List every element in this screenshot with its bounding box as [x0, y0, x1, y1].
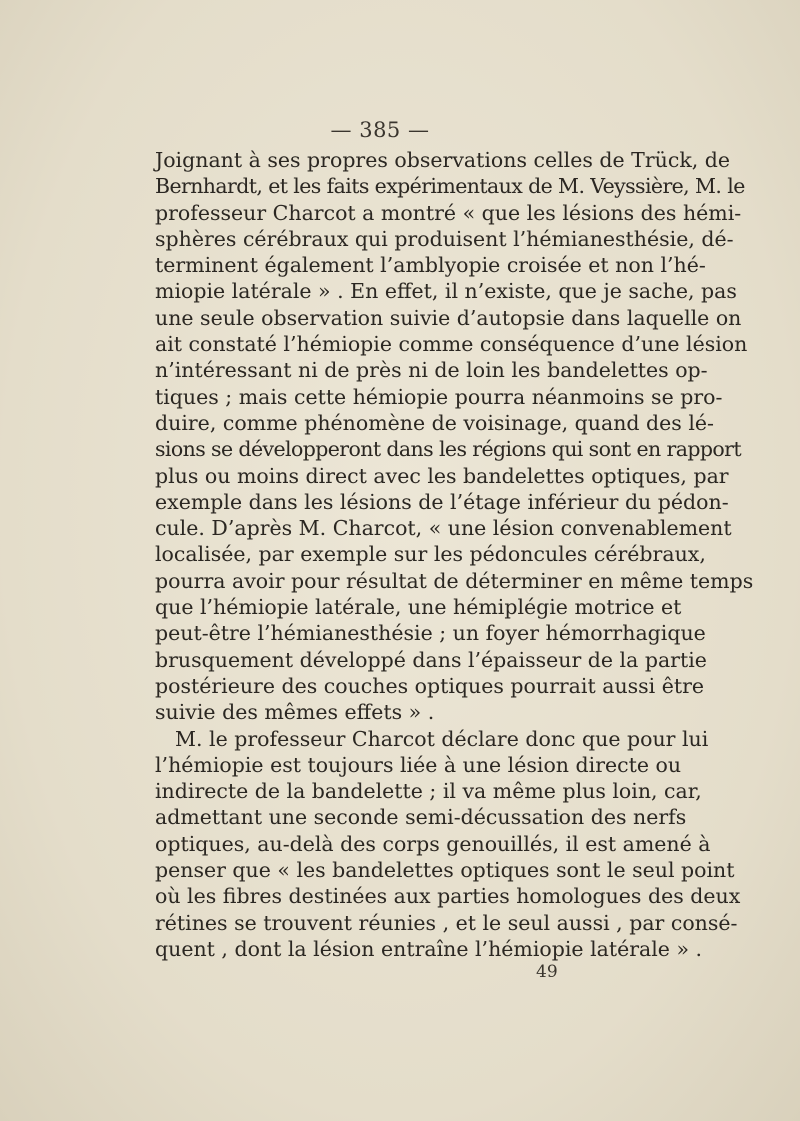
text-line: duire, comme phénomène de voisinage, quand des lé- — [155, 410, 714, 435]
text-line: penser que « les bandelettes optiques sont le seul point — [155, 858, 735, 883]
text-line: pourra avoir pour résultat de déterminer en même temps — [155, 568, 754, 593]
text-line: l’hémiopie est toujours liée à une lésion directe ou — [155, 752, 682, 777]
text-line: admettant une seconde semi-décussation des nerfs — [155, 805, 687, 830]
text-line: Joignant à ses propres observations celles de Trück, de — [155, 148, 731, 172]
page-number: — 385 — — [330, 118, 430, 142]
text-line: M. le professeur Charcot déclare donc que pour lui — [175, 726, 709, 751]
text-line: brusquement développé dans l’épaisseur de la partie — [155, 647, 707, 672]
printer-signature-mark: 49 — [536, 962, 558, 982]
text-line: peut-être l’hémianesthésie ; un foyer hémorrhagique — [155, 621, 706, 646]
text-line: où les fibres destinées aux parties homologues des deux — [155, 884, 741, 909]
body-text — [155, 147, 754, 962]
text-line: miopie latérale » . En effet, il n’existe, que je sache, pas — [155, 279, 737, 304]
text-line: indirecte de la bandelette ; il va même plus loin, car, — [155, 779, 702, 804]
text-line: n’intéressant ni de près ni de loin les bandelettes op- — [155, 358, 708, 383]
text-line: que l’hémiopie latérale, une hémiplégie motrice et — [155, 595, 682, 620]
text-line: suivie des mêmes effets » . — [155, 700, 435, 725]
text-line: localisée, par exemple sur les pédoncules cérébraux, — [155, 542, 706, 567]
text-line: postérieure des couches optiques pourrait aussi être — [155, 673, 705, 698]
text-line: exemple dans les lésions de l’étage inférieur du pédon- — [155, 489, 729, 514]
text-line: rétines se trouvent réunies , et le seul aussi , par consé- — [155, 910, 738, 935]
text-line: terminent également l’amblyopie croisée et non l’hé- — [155, 253, 706, 278]
text-line: ait constaté l’hémiopie comme conséquence d’une lésion — [155, 332, 748, 357]
text-line: Bernhardt, et les faits expérimentaux de M. Veyssière, M. le — [155, 174, 745, 199]
text-line: cule. D’après M. Charcot, « une lésion convenablement — [155, 516, 732, 541]
text-line: quent , dont la lésion entraîne l’hémiopie latérale » . — [155, 936, 703, 961]
text-line: plus ou moins direct avec les bandelettes optiques, par — [155, 463, 729, 488]
text-line: tiques ; mais cette hémiopie pourra néanmoins se pro- — [155, 384, 723, 409]
text-line: professeur Charcot a montré « que les lésions des hémi- — [155, 200, 742, 225]
text-line: sions se développeront dans les régions qui sont en rapport — [155, 437, 741, 462]
text-line: une seule observation suivie d’autopsie dans laquelle on — [155, 305, 742, 330]
text-line: optiques, au-delà des corps genouillés, il est amené à — [155, 831, 711, 856]
text-line: sphères cérébraux qui produisent l’hémianesthésie, dé- — [155, 226, 734, 251]
